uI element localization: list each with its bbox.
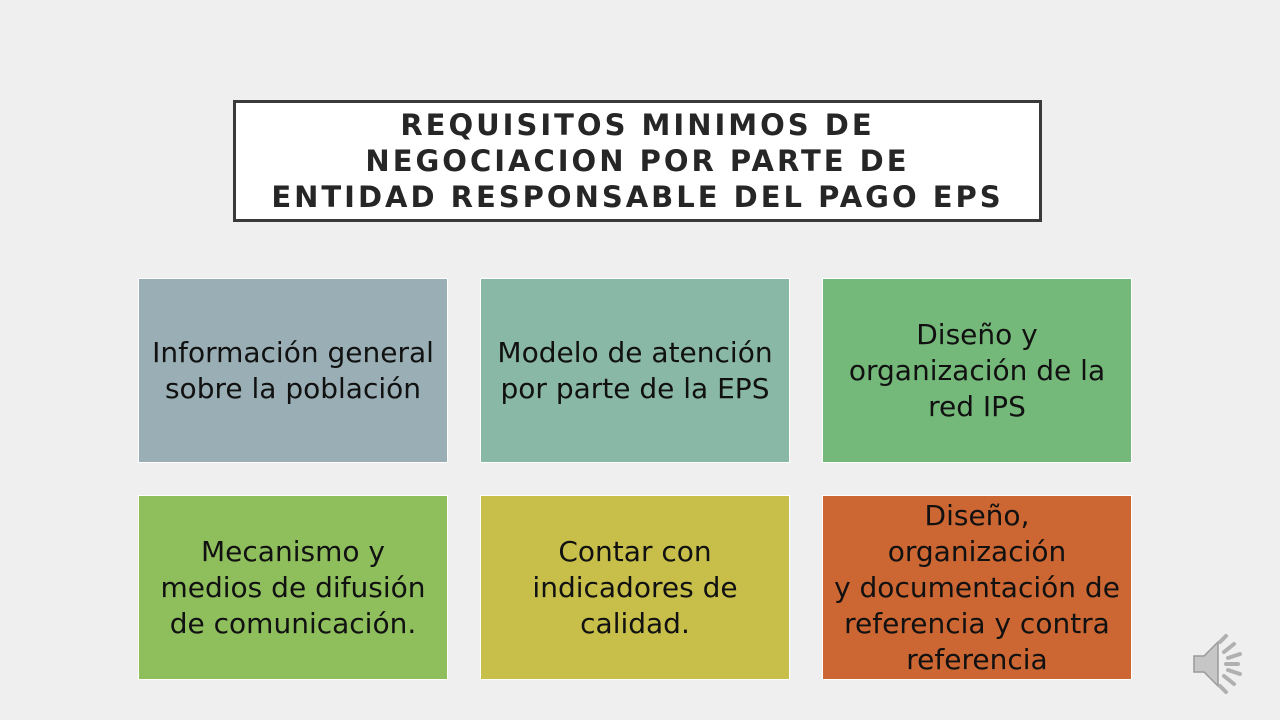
card-mecanismo-difusion (138, 495, 448, 680)
card-informacion-general-label: Información general sobre la población (152, 335, 434, 405)
card-informacion-general (138, 278, 448, 463)
card-modelo-atencion-label: Modelo de atención por parte de la EPS (497, 335, 773, 405)
card-modelo-atencion (480, 278, 790, 463)
card-diseno-red-label: Diseño y organización de la red IPS (848, 317, 1106, 423)
card-referencia-contrareferencia-label: Diseño, organización y documentación de referencia y contra referencia (834, 498, 1120, 676)
card-referencia-contrareferencia (822, 495, 1132, 680)
card-indicadores-calidad-label: Contar con indicadores de calidad. (532, 534, 738, 640)
card-mecanismo-difusion-label: Mecanismo y medios de difusión de comunicación. (160, 534, 426, 640)
speaker-icon-graphic (1192, 634, 1256, 694)
slide-title-box (233, 100, 1042, 222)
card-diseno-red (822, 278, 1132, 463)
speaker-icon[interactable] (1192, 634, 1256, 694)
card-indicadores-calidad (480, 495, 790, 680)
slide-title: REQUISITOS MINIMOS DE NEGOCIACION POR PARTE DE ENTIDAD RESPONSABLE DEL PAGO EPS (271, 108, 1004, 214)
